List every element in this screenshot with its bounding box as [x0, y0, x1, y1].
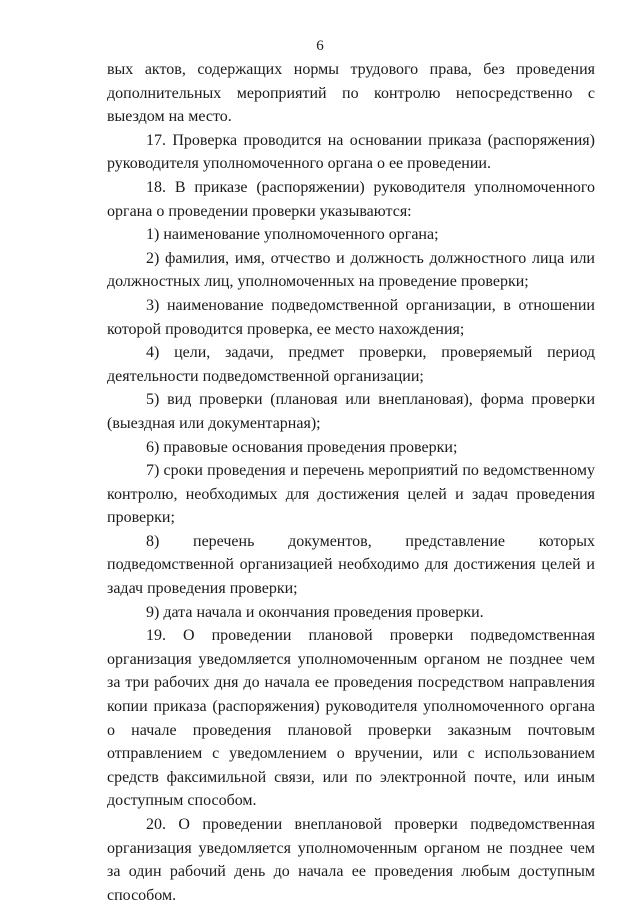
- list-item-9: 9) дата начала и окончания проведения проверки.: [146, 603, 484, 621]
- list-item-3: 3) наименование подведомственной организации, в отношении которой проводится проверка, ее место нахождения;: [107, 296, 595, 338]
- document-body: [107, 58, 595, 907]
- list-item-2: 2) фамилия, имя, отчество и должность должностного лица или должностных лиц, уполномоченных на проведение проверки;: [107, 249, 595, 291]
- list-item-6: 6) правовые основания проведения проверки;: [146, 438, 458, 456]
- list-item-1: 1) наименование уполномоченного органа;: [146, 226, 439, 244]
- paragraph-continuation: вых актов, содержащих нормы трудового права, без проведения дополнительных мероприятий по контролю непосредственно с выездом на место.: [107, 61, 595, 126]
- list-item-8: 8) перечень документов, представление которых подведомственной организацией необходимо для достижения целей и задач проведения проверки;: [107, 532, 595, 598]
- list-item-7: 7) сроки проведения и перечень мероприятий по ведомственному контролю, необходимых для достижения целей и задач проведения проверки;: [107, 462, 595, 527]
- paragraph-19: 19. О проведении плановой проверки подведомственная организация уведомляется уполномоченным органом не позднее чем за три рабочих дня до начала ее проведения посредством направления копии приказа (распоряжения) руководителя уполномоченного органа о начале проведения плановой проверки заказным почтовым отправлением с уведомлением о вручении, или с использованием средств факсимильной связи, или по электронной почте, или иным доступным способом.: [107, 627, 595, 810]
- page-number: 6: [316, 38, 324, 54]
- paragraph-17: 17. Проверка проводится на основании приказа (распоряжения) руководителя уполномоченного органа о ее проведении.: [107, 131, 595, 173]
- list-item-4: 4) цели, задачи, предмет проверки, проверяемый период деятельности подведомственной организации;: [107, 344, 595, 385]
- paragraph-18: 18. В приказе (распоряжении) руководителя уполномоченного органа о проведении проверки указываются:: [107, 178, 595, 220]
- list-item-5: 5) вид проверки (плановая или внеплановая), форма проверки (выездная или документарная);: [107, 391, 595, 432]
- paragraph-20: 20. О проведении внеплановой проверки подведомственная организация уведомляется уполномоченным органом не позднее чем за один рабочий день до начала ее проведения любым доступным способом.: [107, 816, 595, 904]
